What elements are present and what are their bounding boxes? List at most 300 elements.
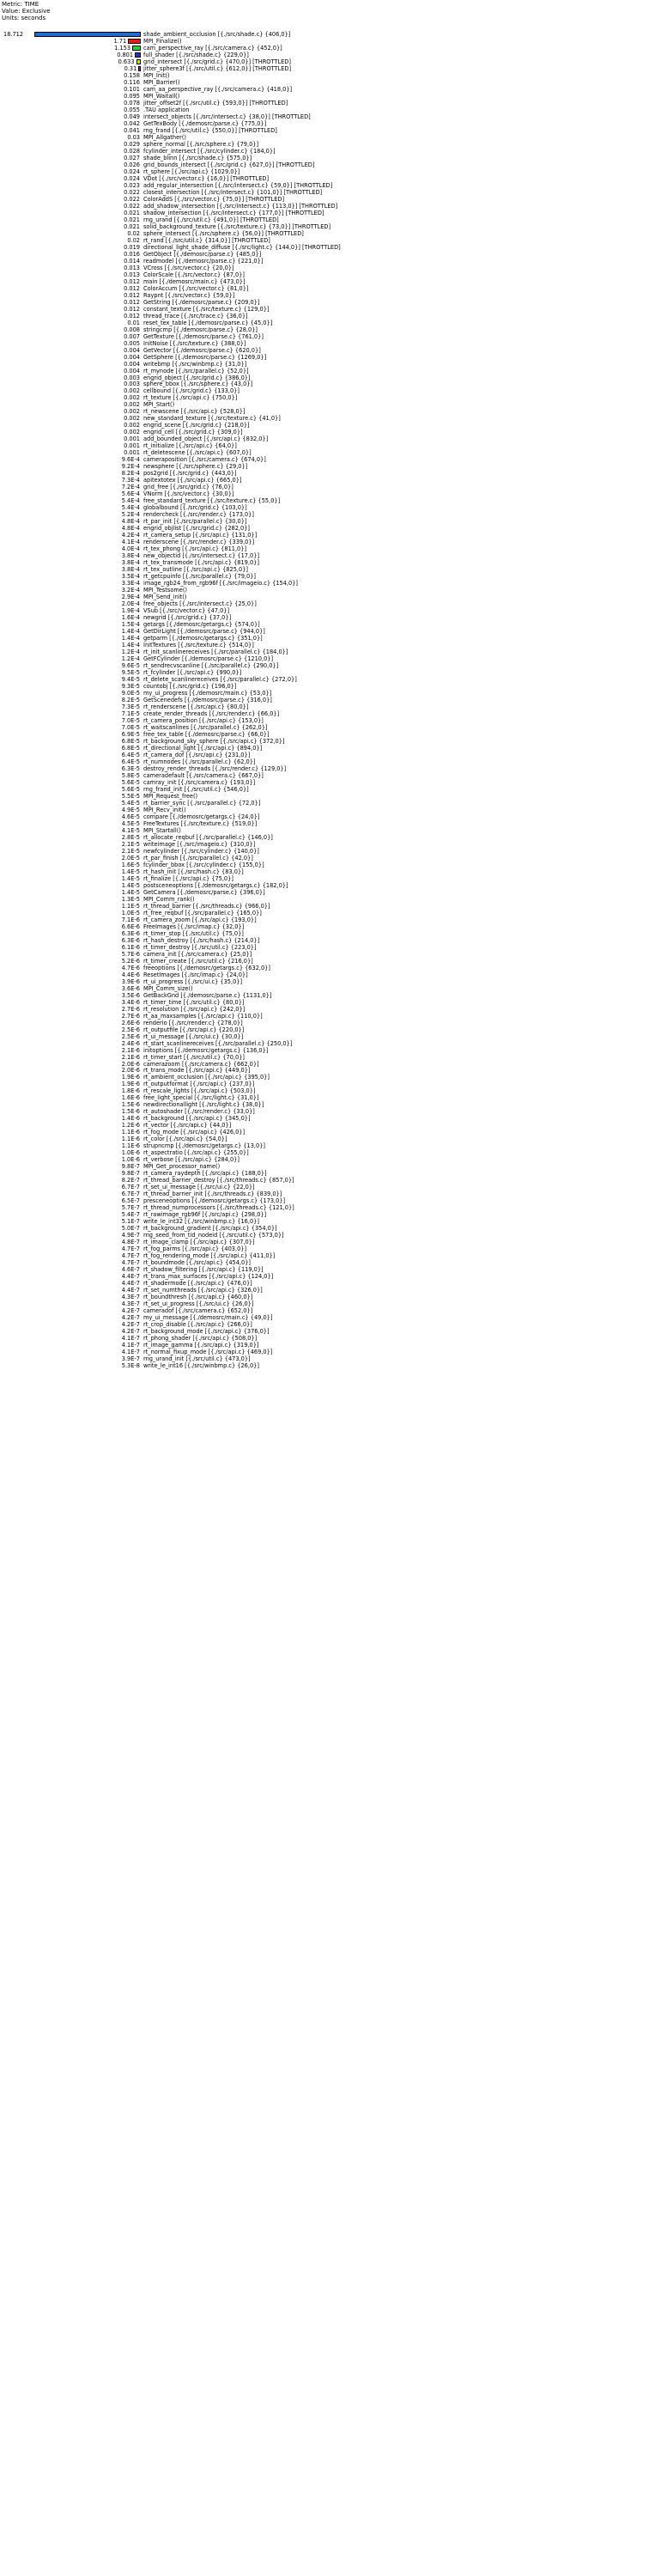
- bar-label: rt_trans_mode [{./src/api.c} {449,0}]: [143, 1067, 251, 1075]
- bar-row[interactable]: [0, 168, 649, 175]
- bar-row[interactable]: [0, 1328, 649, 1335]
- bar-value: 0.019: [124, 243, 140, 251]
- bar-row[interactable]: [0, 203, 649, 210]
- bar-row[interactable]: [0, 127, 649, 134]
- bar-row[interactable]: [0, 237, 649, 244]
- bar-label: MPI_Finalize(): [143, 37, 182, 45]
- bar-label: my_ui_message [{./demosrc/main.c} {49,0}]: [143, 1314, 273, 1322]
- bar-label: getargs [{./demosrc/getargs.c} {574,0}]: [143, 621, 260, 629]
- bar-row[interactable]: [0, 1239, 649, 1245]
- bar-label: engrid_scene [{./src/grid.c} {218,0}]: [143, 422, 250, 429]
- bar-row[interactable]: [0, 1225, 649, 1232]
- bar-row[interactable]: [0, 621, 649, 628]
- bar-row[interactable]: [0, 340, 649, 347]
- bar-value: 0.021: [124, 209, 140, 216]
- bar-row[interactable]: [0, 518, 649, 525]
- bar-label: GetTexBody [{./demosrc/parse.c} {775,0}]: [143, 119, 267, 127]
- bar[interactable]: [136, 59, 141, 64]
- bar-row[interactable]: [0, 752, 649, 758]
- bar-value: 2.4E-6: [121, 1039, 140, 1047]
- bar-value: 7.3E-4: [121, 477, 140, 484]
- bar-label: freeoptions [{./demosrc/getargs.c} {632,0}]: [143, 964, 270, 971]
- bar-row[interactable]: [0, 552, 649, 559]
- bar-label: sphere_bbox [{./src/sphere.c} {43,0}]: [143, 381, 253, 388]
- bar-row[interactable]: [0, 525, 649, 532]
- bar-row[interactable]: [0, 848, 649, 855]
- bar-row[interactable]: [0, 573, 649, 580]
- bar-row[interactable]: [0, 79, 649, 86]
- bar-row[interactable]: [0, 862, 649, 868]
- bar-row[interactable]: [0, 1142, 649, 1149]
- bar-row[interactable]: [0, 100, 649, 107]
- bar-row[interactable]: [0, 971, 649, 978]
- bar-value: 0.021: [124, 216, 140, 223]
- bar-row[interactable]: [0, 559, 649, 566]
- bar-row[interactable]: [0, 662, 649, 669]
- bar-row[interactable]: [0, 614, 649, 621]
- bar-value: 4.3E-7: [121, 1300, 140, 1308]
- bar-label: rt_normal_fixup_mode [{./src/api.c} {469,0}]: [143, 1349, 273, 1356]
- bar-row[interactable]: [0, 710, 649, 717]
- bar-label: rt_timer_time [{./src/util.c} {80,0}]: [143, 998, 245, 1006]
- bar-row[interactable]: [0, 1280, 649, 1287]
- bar-row[interactable]: [0, 765, 649, 772]
- bar-value: 9.4E-5: [121, 676, 140, 684]
- bar-row[interactable]: [0, 504, 649, 511]
- bar-row[interactable]: [0, 1020, 649, 1026]
- bar-row[interactable]: [0, 38, 649, 45]
- bar-row[interactable]: [0, 903, 649, 910]
- bar-value: 7.0E-5: [121, 717, 140, 724]
- bar-label: rt_fog_rendering_mode [{./src/api.c} {411,0}]: [143, 1252, 276, 1260]
- bar-label: write_le_int32 [{./src/winbmp.c} {16,0}]: [143, 1218, 259, 1226]
- bar-row[interactable]: [0, 306, 649, 313]
- bar-row[interactable]: [0, 1177, 649, 1184]
- bar-value: 1.5E-6: [121, 1108, 140, 1116]
- bar-row[interactable]: [0, 1245, 649, 1252]
- bar-row[interactable]: [0, 31, 649, 38]
- bar-row[interactable]: [0, 724, 649, 731]
- bar-row[interactable]: [0, 1061, 649, 1068]
- bar-row[interactable]: [0, 1108, 649, 1115]
- bar-row[interactable]: [0, 72, 649, 79]
- bar-row[interactable]: [0, 1232, 649, 1239]
- bar-row[interactable]: [0, 230, 649, 237]
- bar-row[interactable]: [0, 965, 649, 971]
- bar-row[interactable]: [0, 52, 649, 58]
- bar-row[interactable]: [0, 889, 649, 896]
- bar-row[interactable]: [0, 1094, 649, 1101]
- bar-label: shade_blinn [{./src/shade.c} {575,0}]: [143, 154, 252, 161]
- bar-value: 0.002: [124, 429, 140, 436]
- bar-label: rt_timer_destroy [{./src/util.c} {223,0}]: [143, 943, 257, 951]
- bar-row[interactable]: [0, 813, 649, 820]
- bar-row[interactable]: [0, 896, 649, 903]
- bar-row[interactable]: [0, 1074, 649, 1081]
- bar-row[interactable]: [0, 807, 649, 813]
- bar-row[interactable]: [0, 134, 649, 141]
- bar-value: 0.023: [124, 181, 140, 189]
- bar[interactable]: [135, 52, 141, 58]
- bar-row[interactable]: [0, 347, 649, 354]
- bar-row[interactable]: [0, 1273, 649, 1280]
- bar-row[interactable]: [0, 463, 649, 470]
- bar-label: Raypnt [{./src/vector.c} {59,0}]: [143, 291, 235, 299]
- bar-row[interactable]: [0, 196, 649, 203]
- bar-value: 9.6E-5: [121, 662, 140, 670]
- bar-label: grid_free [{./src/grid.c} {76,0}]: [143, 484, 234, 491]
- bar-row[interactable]: [0, 361, 649, 368]
- bar-row[interactable]: [0, 175, 649, 182]
- bar-value: 3.4E-6: [121, 998, 140, 1006]
- bar-row[interactable]: [0, 1294, 649, 1300]
- bar-label: rt_rawimage_rgb96f [{./src/api.c} {298,0}]: [143, 1211, 267, 1219]
- bar-value: 1.6E-5: [121, 861, 140, 868]
- bar-label: MPI_Request_free(): [143, 792, 198, 800]
- bar-row[interactable]: [0, 697, 649, 703]
- bar-row[interactable]: [0, 683, 649, 690]
- bar-row[interactable]: [0, 1047, 649, 1054]
- bar-label: rt_camera_dof [{./src/api.c} {231,0}]: [143, 751, 251, 758]
- bar-row[interactable]: [0, 511, 649, 518]
- bar-row[interactable]: [0, 827, 649, 834]
- bar-row[interactable]: [0, 1067, 649, 1074]
- bar-row[interactable]: [0, 985, 649, 992]
- bar-row[interactable]: [0, 477, 649, 484]
- bar-value: 6.4E-5: [121, 758, 140, 765]
- bar-row[interactable]: [0, 189, 649, 196]
- bar-row[interactable]: [0, 435, 649, 442]
- bar-row[interactable]: [0, 1170, 649, 1177]
- bar[interactable]: [34, 32, 141, 37]
- bar-row[interactable]: [0, 690, 649, 697]
- bar-row[interactable]: [0, 285, 649, 292]
- bar-row[interactable]: [0, 1287, 649, 1294]
- bar-value: 5.4E-4: [121, 497, 140, 505]
- bar-row[interactable]: [0, 745, 649, 752]
- bar-row[interactable]: [0, 497, 649, 504]
- bar-label: GetObject [{./demosrc/parse.c} {485,0}]: [143, 250, 262, 258]
- bar-row[interactable]: [0, 1300, 649, 1307]
- bar-label: rendercheck [{./src/render.c} {173,0}]: [143, 511, 254, 519]
- bar-row[interactable]: [0, 244, 649, 251]
- bar-row[interactable]: [0, 258, 649, 265]
- bar-label: add_bounded_object [{./src/api.c} {832,0}]: [143, 435, 269, 443]
- bar-row[interactable]: [0, 333, 649, 340]
- bar-label: rt_ui_message [{./src/ui.c} {30,0}]: [143, 1032, 244, 1040]
- bar-row[interactable]: [0, 58, 649, 65]
- bar-row[interactable]: [0, 669, 649, 676]
- bar-row[interactable]: [0, 944, 649, 951]
- bar-value: 2.0E-4: [121, 600, 140, 608]
- bar-label: fcylinder_bbox [{./src/cylinder.c} {155,0}]: [143, 861, 264, 868]
- bar-row[interactable]: [0, 148, 649, 155]
- bar-row[interactable]: [0, 1081, 649, 1087]
- bar-row[interactable]: [0, 86, 649, 93]
- bar-label: cam_aa_perspective_ray [{./src/camera.c} {418,0}]: [143, 85, 293, 93]
- bar-row[interactable]: [0, 120, 649, 127]
- bar-row[interactable]: [0, 368, 649, 375]
- bar-value: 1.2E-4: [121, 655, 140, 663]
- bar-row[interactable]: [0, 1362, 649, 1369]
- bar-row[interactable]: [0, 1136, 649, 1142]
- bar-row[interactable]: [0, 1307, 649, 1314]
- bar-label: GetScenedefs [{./demosrc/parse.c} {316,0}]: [143, 697, 272, 704]
- bar-row[interactable]: [0, 107, 649, 113]
- bar-row[interactable]: [0, 394, 649, 401]
- bar-label: rt_image_clamp [{./src/api.c} {307,0}]: [143, 1239, 255, 1246]
- bar-row[interactable]: [0, 1129, 649, 1136]
- bar-value: 0.002: [124, 422, 140, 429]
- bar-row[interactable]: [0, 930, 649, 937]
- bar-label: GetDirLight [{./demosrc/parse.c} {944,0}]: [143, 628, 265, 636]
- bar-row[interactable]: [0, 442, 649, 449]
- bar-label: rt_timer_create [{./src/util.c} {216,0}]: [143, 957, 253, 965]
- bar-row[interactable]: [0, 1342, 649, 1349]
- bar-row[interactable]: [0, 141, 649, 148]
- bar-label: rt_fcylinder [{./src/api.c} {990,0}]: [143, 669, 242, 677]
- bar-row[interactable]: [0, 1314, 649, 1321]
- bar-label: rt_ambient_occlusion [{./src/api.c} {395,0}]: [143, 1074, 270, 1081]
- bar-row[interactable]: [0, 937, 649, 944]
- bar-label: renderscene [{./src/render.c} {339,0}]: [143, 539, 255, 546]
- bar-label: ColorAccum [{./src/vector.c} {81,0}]: [143, 284, 249, 292]
- bar-row[interactable]: [0, 758, 649, 765]
- bar-row[interactable]: [0, 772, 649, 779]
- bar-row[interactable]: [0, 635, 649, 642]
- bar-value: 4.8E-4: [121, 525, 140, 533]
- bar-value: 4.9E-5: [121, 806, 140, 813]
- bar-row[interactable]: [0, 415, 649, 422]
- bar-row[interactable]: [0, 375, 649, 381]
- bar-row[interactable]: [0, 1259, 649, 1266]
- bar-value: 1.9E-6: [121, 1081, 140, 1088]
- bar-row[interactable]: [0, 834, 649, 841]
- bar-row[interactable]: [0, 401, 649, 408]
- bar-value: 0.029: [124, 140, 140, 148]
- bar-row[interactable]: [0, 594, 649, 600]
- bar-row[interactable]: [0, 642, 649, 649]
- bar-label: MPI_Testsome(): [143, 587, 187, 594]
- bar-row[interactable]: [0, 779, 649, 786]
- bar-row[interactable]: [0, 484, 649, 490]
- bar-row[interactable]: [0, 1252, 649, 1259]
- bar-row[interactable]: [0, 449, 649, 456]
- bar-label: camerazoom [{./src/camera.c} {662,0}]: [143, 1060, 259, 1068]
- bar-row[interactable]: [0, 992, 649, 999]
- bar-row[interactable]: [0, 1156, 649, 1163]
- bar-row[interactable]: [0, 1122, 649, 1129]
- bar-label: rt_tex_phong [{./src/api.c} {811,0}]: [143, 545, 247, 553]
- bar[interactable]: [138, 66, 141, 71]
- bar-value: 6.4E-5: [121, 751, 140, 758]
- bar-value: 1.2E-6: [121, 1122, 140, 1130]
- bar-row[interactable]: [0, 800, 649, 807]
- bar-value: 0.02: [127, 229, 140, 237]
- bar-label: rng_urand_init [{./src/util.c} {473,0}]: [143, 1355, 251, 1363]
- bar-value: 4.7E-7: [121, 1252, 140, 1260]
- bar-row[interactable]: [0, 1211, 649, 1218]
- bar-row[interactable]: [0, 676, 649, 683]
- bar-value: 5.4E-7: [121, 1211, 140, 1219]
- bar-row[interactable]: [0, 532, 649, 539]
- bar-label: rt_ui_progress [{./src/ui.c} {35,0}]: [143, 977, 243, 985]
- bar-row[interactable]: [0, 65, 649, 72]
- bar-row[interactable]: [0, 299, 649, 306]
- bar-row[interactable]: [0, 545, 649, 552]
- bar-row[interactable]: [0, 45, 649, 52]
- bar-row[interactable]: [0, 155, 649, 161]
- bar-value: 9.6E-4: [121, 456, 140, 464]
- bar-row[interactable]: [0, 1191, 649, 1197]
- bar-label: initoptions [{./demosrc/getargs.c} {136,0}]: [143, 1046, 269, 1054]
- bar-value: 0.003: [124, 374, 140, 381]
- bar-value: 8.2E-5: [121, 697, 140, 704]
- bar-row[interactable]: [0, 265, 649, 271]
- bar-label: GetSphere [{./demosrc/parse.c} {1269,0}]: [143, 353, 267, 361]
- bar-row[interactable]: [0, 1197, 649, 1204]
- bar-row[interactable]: [0, 1026, 649, 1033]
- bar-row[interactable]: [0, 717, 649, 724]
- bar[interactable]: [132, 46, 141, 51]
- bar-row[interactable]: [0, 1218, 649, 1225]
- bar-row[interactable]: [0, 271, 649, 278]
- bar-row[interactable]: [0, 910, 649, 917]
- bar-label: shadow_intersection [{./src/intersect.c} {177,0}] [THROTTLED]: [143, 209, 324, 216]
- bar-label: strupncmp [{./demosrc/getargs.c} {13,0}]: [143, 1142, 265, 1150]
- bar-row[interactable]: [0, 161, 649, 168]
- bar-label: rt_thread_barrier_init [{./src/threads.c} {839,0}]: [143, 1191, 282, 1198]
- bar-value: 2.0E-6: [121, 1060, 140, 1068]
- bar-row[interactable]: [0, 381, 649, 387]
- bar-row[interactable]: [0, 580, 649, 587]
- bar-row[interactable]: [0, 539, 649, 545]
- bar-row[interactable]: [0, 292, 649, 299]
- bar-row[interactable]: [0, 600, 649, 607]
- bar-row[interactable]: [0, 1266, 649, 1273]
- bar-row[interactable]: [0, 113, 649, 120]
- bar-row[interactable]: [0, 470, 649, 477]
- bar-row[interactable]: [0, 1040, 649, 1047]
- bar-row[interactable]: [0, 786, 649, 793]
- bar-row[interactable]: [0, 320, 649, 326]
- bar-row[interactable]: [0, 429, 649, 435]
- bar-label: rt_shadermode [{./src/api.c} {476,0}]: [143, 1280, 252, 1288]
- bar-value: 0.042: [124, 119, 140, 127]
- bar-row[interactable]: [0, 1101, 649, 1108]
- bar-row[interactable]: [0, 326, 649, 333]
- bar-row[interactable]: [0, 793, 649, 800]
- bar-row[interactable]: [0, 649, 649, 655]
- bar-value: 3.5E-6: [121, 991, 140, 999]
- bar-value: 3.8E-4: [121, 559, 140, 567]
- bar-label: cameraposition [{./src/camera.c} {674,0}]: [143, 456, 266, 464]
- bar-row[interactable]: [0, 703, 649, 710]
- bar-row[interactable]: [0, 628, 649, 635]
- bar-value: 0.31: [124, 64, 137, 72]
- bar-row[interactable]: [0, 408, 649, 415]
- bar-row[interactable]: [0, 1087, 649, 1094]
- bar-row[interactable]: [0, 1355, 649, 1362]
- bar-row[interactable]: [0, 566, 649, 573]
- bar-row[interactable]: [0, 951, 649, 958]
- bar-row[interactable]: [0, 731, 649, 738]
- bar-value: 5.6E-5: [121, 785, 140, 793]
- bar-value: 1.2E-4: [121, 649, 140, 656]
- bar-label: add_regular_intersection [{./src/intersect.c} {59,0}] [THROTTLED]: [143, 181, 333, 189]
- bar-row[interactable]: [0, 875, 649, 882]
- bar-label: rt_sendrecvscanline [{./src/parallel.c} {290,0}]: [143, 662, 279, 670]
- bar-row[interactable]: [0, 1349, 649, 1355]
- bar-row[interactable]: [0, 855, 649, 862]
- bar-row[interactable]: [0, 841, 649, 848]
- bar-row[interactable]: [0, 223, 649, 230]
- bar-value: 4.1E-7: [121, 1349, 140, 1356]
- bar-value: 0.095: [124, 92, 140, 100]
- bar-label: MPI_Startall(): [143, 826, 181, 834]
- bar-row[interactable]: [0, 917, 649, 923]
- bar-row[interactable]: [0, 923, 649, 930]
- bar-row[interactable]: [0, 354, 649, 361]
- bar-row[interactable]: [0, 587, 649, 594]
- bar-row[interactable]: [0, 1321, 649, 1328]
- bar-label: cellbound [{./src/grid.c} {133,0}]: [143, 387, 240, 395]
- bar-row[interactable]: [0, 1006, 649, 1013]
- bar-row[interactable]: [0, 999, 649, 1006]
- bar-row[interactable]: [0, 868, 649, 875]
- bar-row[interactable]: [0, 1184, 649, 1191]
- bar-row[interactable]: [0, 607, 649, 614]
- bar-row[interactable]: [0, 1149, 649, 1156]
- bar-row[interactable]: [0, 387, 649, 394]
- bar-row[interactable]: [0, 1335, 649, 1342]
- bar-row[interactable]: [0, 182, 649, 189]
- bar-label: rt_camera_setup [{./src/api.c} {131,0}]: [143, 532, 258, 539]
- bar-label: rt_background_sky_sphere [{./src/api.c} {372,0}]: [143, 737, 285, 745]
- bar-label: rt_background_mode [{./src/api.c} {376,0}]: [143, 1328, 270, 1336]
- bar-value: 0.005: [124, 339, 140, 347]
- bar-label: rt_resolution [{./src/api.c} {242,0}]: [143, 1005, 246, 1013]
- bar-label: rt_hash_destroy [{./src/hash.c} {214,0}]: [143, 936, 260, 944]
- bar-row[interactable]: [0, 1033, 649, 1040]
- bar-row[interactable]: [0, 210, 649, 216]
- bar-row[interactable]: [0, 216, 649, 223]
- bar-row[interactable]: [0, 1054, 649, 1061]
- bar-row[interactable]: [0, 93, 649, 100]
- bar-row[interactable]: [0, 820, 649, 827]
- bar-row[interactable]: [0, 422, 649, 429]
- bar-row[interactable]: [0, 251, 649, 258]
- bar-row[interactable]: [0, 958, 649, 965]
- bar-row[interactable]: [0, 456, 649, 463]
- bar-row[interactable]: [0, 738, 649, 745]
- bar-row[interactable]: [0, 490, 649, 497]
- bar-row[interactable]: [0, 313, 649, 320]
- bar-value: 6.3E-6: [121, 936, 140, 944]
- bar-row[interactable]: [0, 1115, 649, 1122]
- bar[interactable]: [128, 39, 141, 44]
- bar-row[interactable]: [0, 882, 649, 889]
- bar-row[interactable]: [0, 278, 649, 285]
- bar-label: rt_trans_max_surfaces [{./src/api.c} {124,0}]: [143, 1273, 274, 1281]
- bar-row[interactable]: [0, 655, 649, 662]
- bar-label: readmodel [{./demosrc/parse.c} {221,0}]: [143, 257, 264, 265]
- bar-row[interactable]: [0, 1204, 649, 1211]
- bar-row[interactable]: [0, 1013, 649, 1020]
- bar-row[interactable]: [0, 1163, 649, 1170]
- bar-row[interactable]: [0, 978, 649, 985]
- bar-label: rt_mynode [{./src/parallel.c} {52,0}]: [143, 367, 249, 375]
